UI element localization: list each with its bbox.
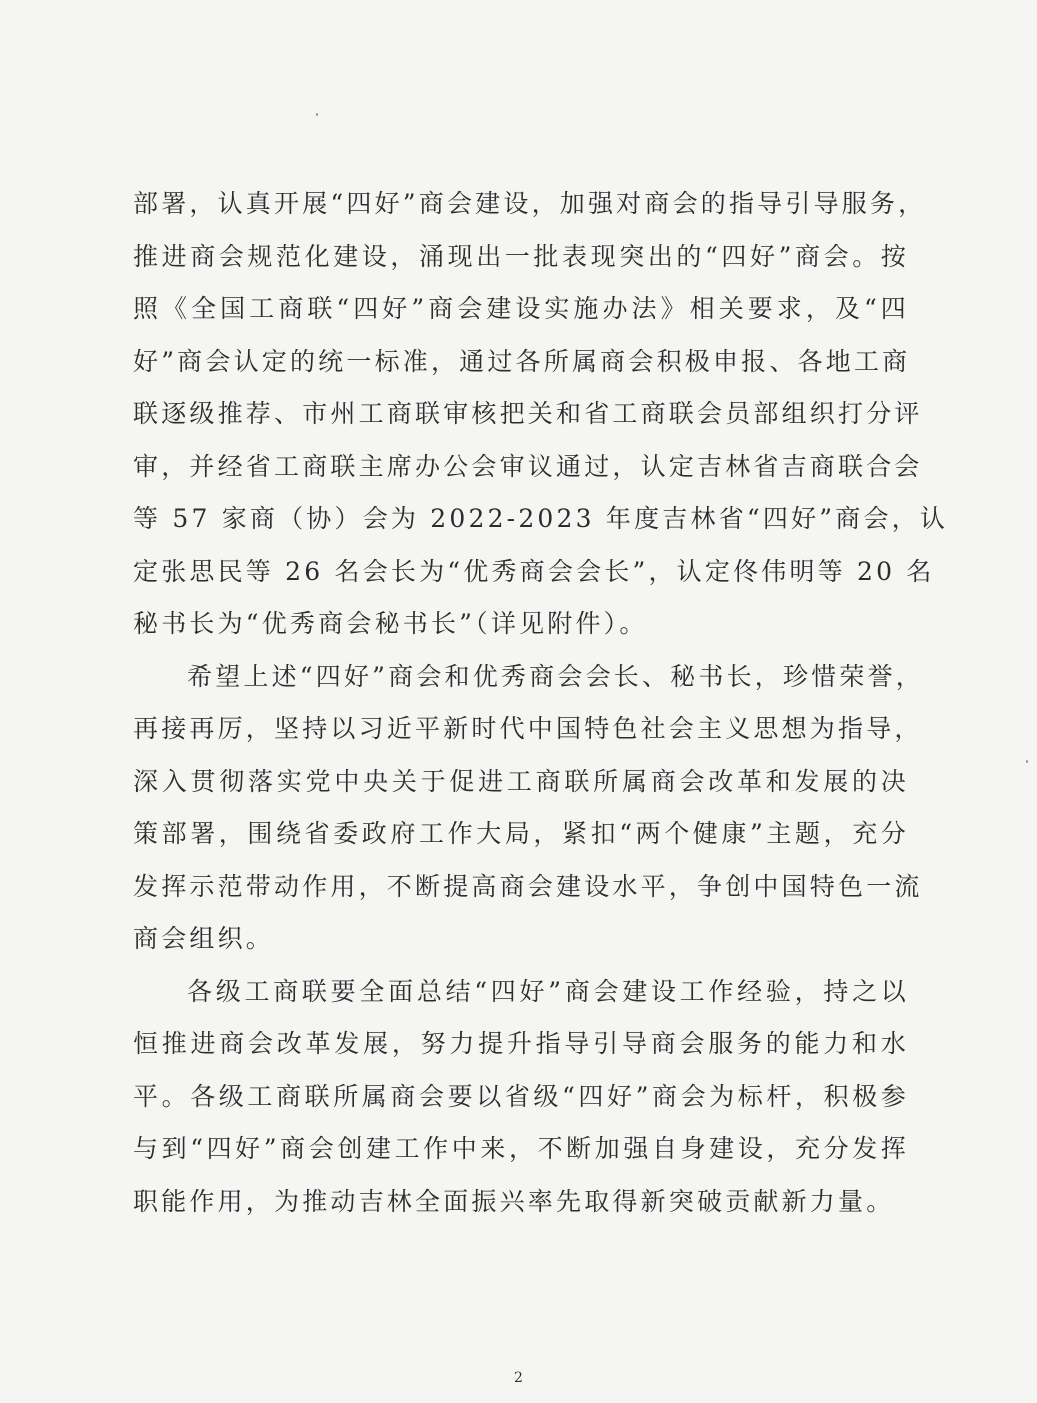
text-line: 审，并经省工商联主席办公会审议通过，认定吉林省吉商联合会 [133, 451, 923, 481]
scan-speck [1026, 760, 1028, 763]
text-line: 恒推进商会改革发展，努力提升指导引导商会服务的能力和水 [133, 1029, 909, 1058]
text-line: 希望上述“四好”商会和优秀商会会长、秘书长，珍惜荣誉， [187, 661, 924, 691]
text-line: 各级工商联要全面总结“四好”商会建设工作经验，持之以 [187, 976, 909, 1006]
text-line: 职能作用，为推动吉林全面振兴率先取得新突破贡献新力量。 [133, 1186, 895, 1216]
document-body [133, 178, 949, 1228]
paragraph [133, 178, 949, 651]
text-line: 照《全国工商联“四好”商会建设实施办法》相关要求，及“四 [133, 294, 909, 323]
paragraph [133, 651, 924, 966]
text-line: 策部署，围绕省委政府工作大局，紧扣“两个健康”主题，充分 [133, 819, 909, 848]
text-line: 部署，认真开展“四好”商会建设，加强对商会的指导引导服务， [133, 189, 927, 218]
text-line: 等 57 家商（协）会为 2022-2023 年度吉林省“四好”商会，认 [133, 504, 949, 533]
text-line: 好”商会认定的统一标准，通过各所属商会积极申报、各地工商 [133, 346, 911, 376]
text-line: 秘书长为“优秀商会秘书长”（详见附件）。 [133, 609, 648, 638]
text-line: 推进商会规范化建设，涌现出一批表现突出的“四好”商会。按 [133, 241, 909, 271]
text-line: 定张思民等 26 名会长为“优秀商会会长”，认定佟伟明等 20 名 [133, 556, 935, 586]
text-line: 平。各级工商联所属商会要以省级“四好”商会为标杆，积极参 [133, 1081, 909, 1111]
text-line: 商会组织。 [133, 924, 275, 953]
text-line: 深入贯彻落实党中央关于促进工商联所属商会改革和发展的决 [133, 766, 909, 796]
text-line: 发挥示范带动作用，不断提高商会建设水平，争创中国特色一流 [133, 871, 923, 901]
page-number: 2 [514, 1370, 523, 1386]
scan-speck [316, 113, 318, 116]
text-line: 联逐级推荐、市州工商联审核把关和省工商联会员部组织打分评 [133, 399, 923, 428]
paragraph [133, 966, 909, 1229]
text-line: 再接再厉，坚持以习近平新时代中国特色社会主义思想为指导， [133, 714, 923, 743]
text-line: 与到“四好”商会创建工作中来，不断加强自身建设，充分发挥 [133, 1134, 909, 1163]
